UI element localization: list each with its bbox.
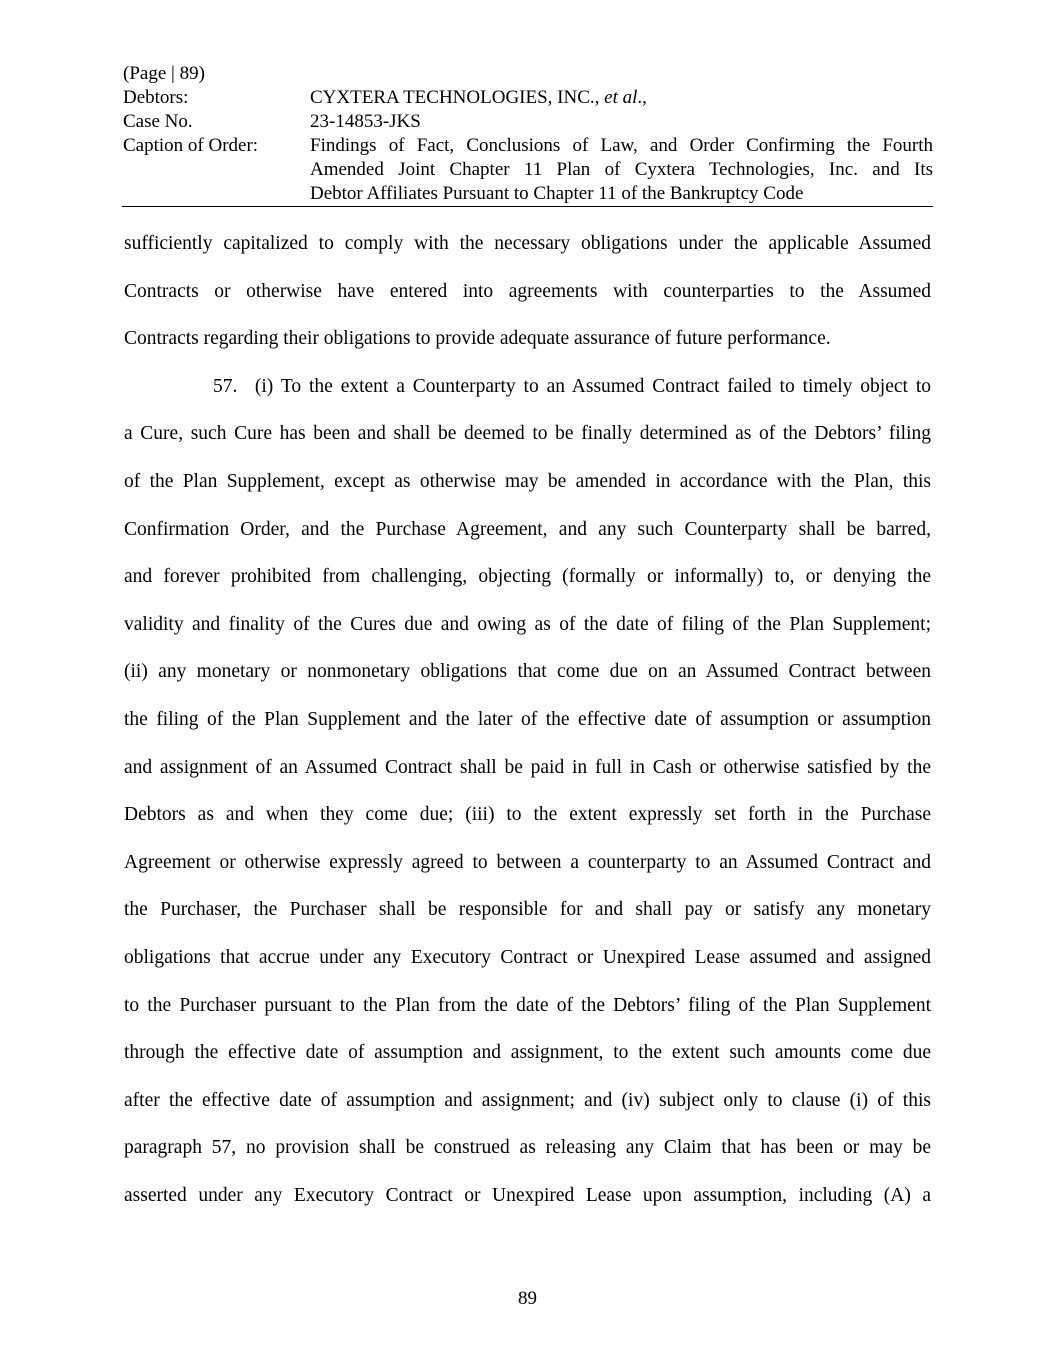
- caption-row: [123, 134, 933, 206]
- debtors-row: [123, 86, 933, 110]
- debtors-value: [310, 86, 933, 110]
- page-reference-row: [123, 62, 933, 86]
- body-line: Contracts regarding their obligations to provide adequate assurance of future performance.: [124, 328, 831, 350]
- debtors-suffix: .,: [637, 87, 647, 108]
- body-line: (ii) any monetary or nonmonetary obligations that come due on an Assumed Contract between: [124, 661, 931, 683]
- paragraph-first-line-text: (i) To the extent a Counterparty to an Assumed Contract failed to timely object to: [254, 375, 931, 397]
- page-reference: (Page | 89): [123, 63, 205, 84]
- caption-line: Amended Joint Chapter 11 Plan of Cyxtera Technologies, Inc. and Its: [310, 159, 933, 180]
- body-line: asserted under any Executory Contract or Unexpired Lease upon assumption, including (A) a: [124, 1184, 931, 1206]
- body-line: after the effective date of assumption and assignment; and (iv) subject only to clause (i) of this: [124, 1089, 931, 1111]
- body-line: to the Purchaser pursuant to the Plan from the date of the Debtors’ filing of the Plan Supplement: [124, 994, 931, 1016]
- caption-text: [310, 134, 933, 206]
- debtors-label: Debtors:: [123, 87, 189, 108]
- debtors-etal: et al: [604, 87, 638, 108]
- body-line: and forever prohibited from challenging, objecting (formally or informally) to, or denying the: [124, 566, 931, 588]
- paragraph-number: 57.: [213, 375, 238, 397]
- body-line: Agreement or otherwise expressly agreed to between a counterparty to an Assumed Contract and: [124, 851, 931, 873]
- document-body: [124, 228, 931, 1227]
- body-line: of the Plan Supplement, except as otherwise may be amended in accordance with the Plan, this: [124, 470, 931, 492]
- case-label: Case No.: [123, 111, 193, 132]
- body-line: Confirmation Order, and the Purchase Agreement, and any such Counterparty shall be barred,: [124, 518, 931, 540]
- document-header: [123, 62, 933, 206]
- body-line: through the effective date of assumption and assignment, to the extent such amounts come due: [124, 1042, 931, 1064]
- body-line: paragraph 57, no provision shall be construed as releasing any Claim that has been or may be: [124, 1137, 931, 1159]
- body-line: the Purchaser, the Purchaser shall be responsible for and shall pay or satisfy any monetary: [124, 899, 931, 921]
- page-number: 89: [518, 1288, 537, 1309]
- body-line: Contracts or otherwise have entered into agreements with counterparties to the Assumed: [124, 280, 931, 302]
- paragraph-57-first-line: [124, 371, 931, 419]
- debtors-name: CYXTERA TECHNOLOGIES, INC.,: [310, 87, 600, 108]
- body-line: validity and finality of the Cures due and owing as of the date of filing of the Plan Supplement;: [124, 613, 931, 635]
- case-number: 23-14853-JKS: [310, 111, 421, 132]
- body-line: Debtors as and when they come due; (iii) to the extent expressly set forth in the Purchase: [124, 804, 931, 826]
- case-row: [123, 110, 933, 134]
- body-line: a Cure, such Cure has been and shall be deemed to be finally determined as of the Debtors’ filing: [124, 423, 931, 445]
- caption-line: Debtor Affiliates Pursuant to Chapter 11 of the Bankruptcy Code: [310, 183, 804, 204]
- body-line: sufficiently capitalized to comply with the necessary obligations under the applicable Assumed: [124, 233, 931, 254]
- body-line: and assignment of an Assumed Contract shall be paid in full in Cash or otherwise satisfied by the: [124, 756, 931, 778]
- caption-label: Caption of Order:: [123, 135, 259, 156]
- body-line: obligations that accrue under any Executory Contract or Unexpired Lease assumed and assigned: [124, 946, 931, 968]
- caption-line: Findings of Fact, Conclusions of Law, and Order Confirming the Fourth: [310, 135, 933, 156]
- header-divider: [122, 206, 933, 207]
- body-line: the filing of the Plan Supplement and the later of the effective date of assumption or assumption: [124, 708, 931, 730]
